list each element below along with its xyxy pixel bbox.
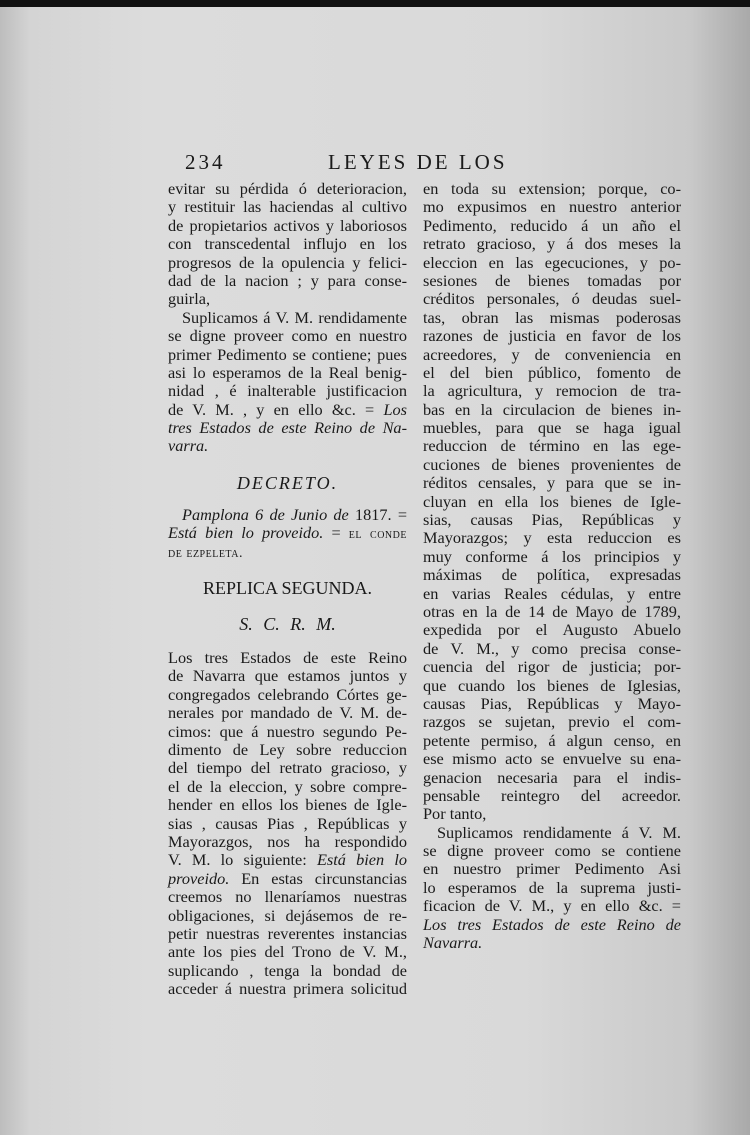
text: acceder á nuestra primera solicitud <box>168 979 407 999</box>
text: retrato gracioso, y á dos meses la <box>423 234 681 254</box>
text: cimos: que á nuestro segundo Pe- <box>168 721 407 741</box>
text-line <box>423 364 681 382</box>
text: el de la eleccion, y sobre compre- <box>168 776 407 796</box>
text: la agricultura, y remocion de tra- <box>423 381 681 401</box>
text-line <box>423 842 681 860</box>
text-line <box>423 401 681 419</box>
text-line <box>423 897 681 915</box>
text-line <box>423 511 681 529</box>
text: réditos censales, y para que se in- <box>423 473 681 493</box>
text: 1817. = <box>354 504 407 524</box>
text: de Navarra que estamos juntos y <box>168 666 407 686</box>
italic-text: Está bien lo proveido. <box>168 523 324 543</box>
text: el del bien público, fomento de <box>423 362 681 382</box>
text-line <box>168 741 407 759</box>
italic-text: Los <box>383 399 407 419</box>
text-line <box>423 474 681 492</box>
text-line <box>423 382 681 400</box>
text: del tiempo del retrato gracioso, y <box>168 758 407 778</box>
text: y restituir las haciendas al cultivo <box>168 197 407 217</box>
text: reduccion de término en las ege- <box>423 436 681 456</box>
text: Por tanto, <box>423 804 487 824</box>
text-line <box>423 677 681 695</box>
text: progresos de la opulencia y felici- <box>168 252 407 272</box>
text: petente permiso, á algun censo, en <box>423 730 681 750</box>
text: cluyan en ella los bienes de Igle- <box>423 491 681 511</box>
text: expedida por el Augusto Abuelo <box>423 620 681 640</box>
text: ficacion de V. M., y en ello &c. = <box>423 896 681 916</box>
text: que cuando los bienes de Iglesias, <box>423 675 681 695</box>
text-line <box>168 419 407 437</box>
text: con transcedental influjo en los <box>168 234 407 254</box>
text-line <box>168 667 407 685</box>
text: primer Pedimento se contiene; pues <box>168 344 407 364</box>
italic-text: varra. <box>168 436 209 456</box>
text: bas en la circulacion de bienes in- <box>423 399 681 419</box>
text-line <box>168 437 407 455</box>
text-line <box>423 769 681 787</box>
text-line <box>168 524 407 542</box>
text-line <box>423 309 681 327</box>
text-line <box>168 235 407 253</box>
text: nidad , é inalterable justificacion <box>168 381 407 401</box>
text-line <box>168 888 407 906</box>
italic-text: proveido. <box>168 868 230 888</box>
page-number: 234 <box>185 150 226 174</box>
text-line <box>168 796 407 814</box>
text-line <box>168 723 407 741</box>
text: acreedores, y de conveniencia en <box>423 344 681 364</box>
text: dimento de Ley sobre reduccion <box>168 739 407 759</box>
text: = <box>323 523 349 543</box>
text: máximas de política, expresadas <box>423 565 681 585</box>
text: Mayorazgos; y esta reduccion es <box>423 528 681 548</box>
text: sesiones de bienes tomadas por <box>423 270 681 290</box>
text: causas Pias, Repúblicas y Mayo- <box>423 693 681 713</box>
text: en toda su extension; porque, co- <box>423 179 681 198</box>
text: se digne proveer como en nuestro <box>168 326 407 346</box>
text-line <box>423 934 681 952</box>
text-line <box>423 346 681 364</box>
text-line <box>423 437 681 455</box>
text-line <box>423 695 681 713</box>
text: en nuestro primer Pedimento Asi <box>423 859 681 879</box>
text-line <box>423 805 681 823</box>
text-line <box>423 235 681 253</box>
text-line <box>168 649 407 667</box>
text: sias, causas Pias, Repúblicas y <box>423 510 681 530</box>
text-line <box>168 346 407 364</box>
text: ante los pies del Trono de V. M., <box>168 942 407 962</box>
italic-text: Navarra. <box>423 933 483 953</box>
text-line <box>423 603 681 621</box>
text-line <box>423 566 681 584</box>
italic-text: Los tres Estados de este Reino de <box>423 914 681 934</box>
text: otras en la de 14 de Mayo de 1789, <box>423 601 681 621</box>
text: Suplicamos rendidamente á V. M. <box>437 822 681 842</box>
text-line <box>168 254 407 272</box>
text: Pedimento, reducido á un año el <box>423 215 681 235</box>
italic-text: Pamplona 6 de Junio de <box>182 504 355 524</box>
text: obligaciones, si dejásemos de re- <box>168 905 407 925</box>
text-line <box>423 217 681 235</box>
text-line <box>168 943 407 961</box>
text-line <box>423 824 681 842</box>
text: cuencia del rigor de justicia; por- <box>423 657 681 677</box>
text-line <box>423 658 681 676</box>
text: hender en ellos los bienes de Igle- <box>168 795 407 815</box>
paragraph <box>423 180 681 824</box>
text-line <box>423 456 681 474</box>
text-line <box>168 815 407 833</box>
text-line <box>423 327 681 345</box>
text: Los tres Estados de este Reino <box>168 648 407 668</box>
text-line <box>168 180 407 198</box>
text: se digne proveer como se contiene <box>423 841 681 861</box>
text: nerales por mandado de V. M. de- <box>168 703 407 723</box>
text-line <box>168 217 407 235</box>
text: muy conforme á los principios y <box>423 546 681 566</box>
text: en varias Reales cédulas, y entre <box>423 583 681 603</box>
running-title: LEYES DE LOS <box>328 150 508 174</box>
text: suplicando , tenga la bondad de <box>168 960 407 980</box>
text: guirla, <box>168 289 211 309</box>
text: evitar su pérdida ó deterioracion, <box>168 179 407 198</box>
text-line <box>423 860 681 878</box>
text-line <box>168 309 407 327</box>
section-heading: S. C. R. M. <box>239 614 336 635</box>
text: congregados celebrando Córtes ge- <box>168 684 407 704</box>
text-line <box>168 272 407 290</box>
text-line <box>168 925 407 943</box>
text-line <box>423 640 681 658</box>
text-line <box>423 713 681 731</box>
italic-text: Está bien lo <box>316 850 407 870</box>
section-heading: DECRETO. <box>236 472 339 493</box>
text-line <box>168 907 407 925</box>
text-line <box>423 621 681 639</box>
text-line <box>423 419 681 437</box>
text-line <box>168 364 407 382</box>
text-line <box>168 778 407 796</box>
text-line <box>423 879 681 897</box>
text: razgos se sujetan, previo el com- <box>423 712 681 732</box>
text: lo esperamos de la suprema justi- <box>423 877 681 897</box>
text: el conde <box>348 527 407 543</box>
text-line <box>168 870 407 888</box>
paragraph <box>168 506 407 561</box>
text-line <box>423 254 681 272</box>
text-line <box>423 585 681 603</box>
text-line <box>423 548 681 566</box>
left-column <box>168 180 407 998</box>
text-line <box>423 787 681 805</box>
text: En estas circunstancias <box>229 868 407 888</box>
text-line <box>168 290 407 308</box>
text: de propietarios activos y laboriosos <box>168 215 407 235</box>
text-line <box>423 529 681 547</box>
text: razones de justicia en favor de los <box>423 326 681 346</box>
text: tas, obran las mismas poderosas <box>423 307 681 327</box>
text: eleccion en las egecuciones, y po- <box>423 252 681 272</box>
text: de V. M., y como precisa conse- <box>423 638 681 658</box>
right-column <box>423 180 681 952</box>
section-heading: REPLICA SEGUNDA. <box>202 578 372 599</box>
text-line <box>423 732 681 750</box>
text-line <box>168 980 407 998</box>
text-line <box>423 750 681 768</box>
text-line <box>423 180 681 198</box>
text-line <box>423 493 681 511</box>
text: Mayorazgos, nos ha respondido <box>168 831 407 851</box>
text: créditos personales, ó deudas suel- <box>423 289 681 309</box>
text-line <box>168 327 407 345</box>
text-line <box>168 704 407 722</box>
text-line <box>423 198 681 216</box>
paragraph <box>168 309 407 456</box>
italic-text: tres Estados de este Reino de Na- <box>168 418 407 438</box>
text: dad de la nacion ; y para conse- <box>168 270 407 290</box>
text: de V. M. , y en ello &c. = <box>168 399 384 419</box>
paragraph <box>168 180 407 309</box>
scan-top-border <box>0 0 750 7</box>
text: Suplicamos á V. M. rendidamente <box>182 307 407 327</box>
text-line <box>168 382 407 400</box>
text-line <box>168 962 407 980</box>
text: de ezpeleta. <box>168 545 243 561</box>
text-line <box>168 833 407 851</box>
text: sias , causas Pias , Repúblicas y <box>168 813 407 833</box>
text: asi lo esperamos de la Real benig- <box>168 362 407 382</box>
paragraph <box>168 649 407 998</box>
text-line <box>168 851 407 869</box>
text: mo expusimos en nuestro anterior <box>423 197 681 217</box>
text-line <box>423 916 681 934</box>
text-line <box>168 686 407 704</box>
text: creemos no llenaríamos nuestras <box>168 887 407 907</box>
text: genacion necesaria para el indis- <box>423 767 681 787</box>
text: cuciones de bienes provenientes de <box>423 454 681 474</box>
text: muebles, para que se haga igual <box>423 418 681 438</box>
text-line <box>423 272 681 290</box>
text-line <box>168 401 407 419</box>
text-line <box>168 543 407 561</box>
text: petir nuestras reverentes instancias <box>168 923 407 943</box>
paragraph <box>423 824 681 953</box>
text-line <box>168 759 407 777</box>
text: pensable reintegro del acreedor. <box>423 785 681 805</box>
text: ese mismo acto se envuelve su ena- <box>423 749 681 769</box>
text-line <box>168 198 407 216</box>
text-line <box>168 506 407 524</box>
text: V. M. lo siguiente: <box>168 850 317 870</box>
text-line <box>423 290 681 308</box>
